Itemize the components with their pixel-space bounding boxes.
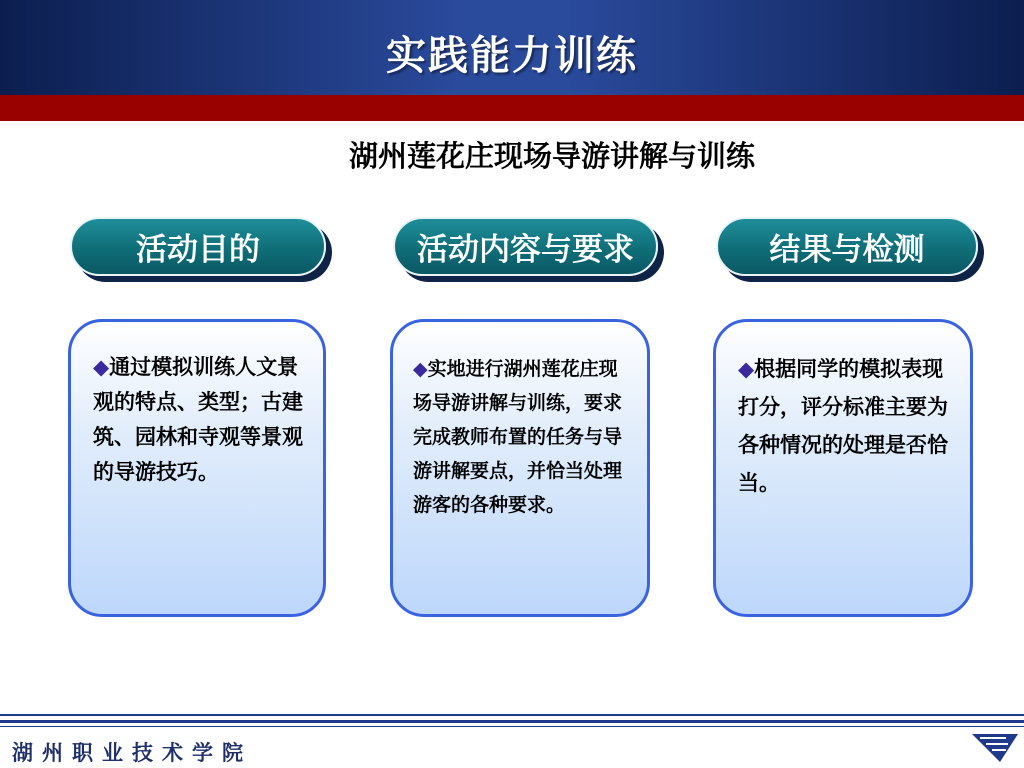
- diamond-icon: ◆: [413, 358, 428, 380]
- card-activity-purpose: [68, 319, 326, 617]
- card-text: 实地进行湖州莲花庄现场导游讲解与训练，要求完成教师布置的任务与导游讲解要点，并恰当处理游客的各种要求。: [413, 358, 623, 516]
- card-text: 根据同学的模拟表现打分，评分标准主要为各种情况的处理是否恰当。: [738, 357, 948, 495]
- heading-result-check: 结果与检测: [716, 217, 978, 276]
- footer-divider: [0, 714, 1024, 716]
- subtitle: 湖州莲花庄现场导游讲解与训练: [348, 139, 755, 173]
- diamond-icon: ◆: [738, 357, 755, 381]
- diamond-icon: ◆: [93, 355, 110, 379]
- college-logo-icon: [970, 730, 1020, 764]
- card-activity-content: [390, 319, 650, 617]
- card-text: 通过模拟训练人文景观的特点、类型；古建筑、园林和寺观等景观的导游技巧。: [93, 355, 303, 484]
- card-result-check: [713, 319, 973, 617]
- page-title: 实践能力训练: [386, 33, 638, 79]
- institution-name: 湖州职业技术学院: [12, 741, 252, 765]
- red-band: [0, 95, 1024, 121]
- header-band: [0, 0, 1024, 95]
- heading-activity-purpose: 活动目的: [70, 217, 326, 276]
- footer-divider: [0, 720, 1024, 723]
- footer-divider: [0, 726, 1024, 727]
- heading-activity-content: 活动内容与要求: [393, 217, 658, 276]
